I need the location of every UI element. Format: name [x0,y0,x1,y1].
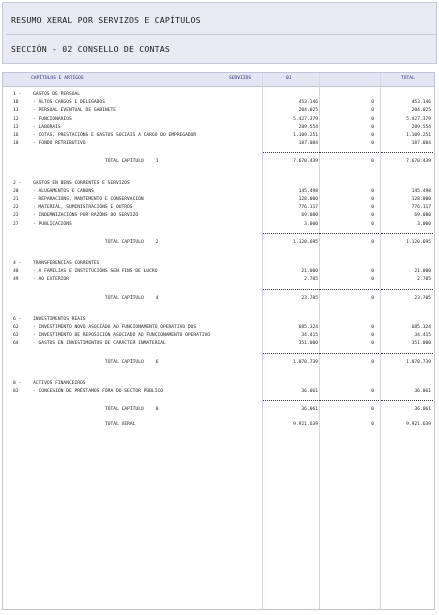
article-code: 27 [13,221,19,227]
chapter-total-01: 23.705 [301,295,318,301]
chapter-code: 6 - [13,316,22,322]
amount-01: 776.117 [298,205,318,211]
report-title: RESUMO XERAL POR SERVIZOS E CAPÍTULOS [11,15,201,25]
amount-01: 21.000 [301,269,318,275]
col-header-01: 01 [286,76,292,81]
amount-servizos: 0 [371,124,374,130]
chapter-total-total: 1.120.695 [406,239,431,245]
col-header-servizos: SERVIZOS [229,76,252,81]
chapter-total-01: 1.120.695 [293,239,318,245]
chapter-total-01: 36.061 [301,407,318,413]
amount-total: 36.061 [414,389,431,394]
total-separator [3,400,434,402]
amount-total: 351.000 [411,341,431,347]
amount-total: 453.146 [411,100,431,106]
table-row [3,99,434,107]
article-description: - CONCESIÓN DE PRÉSTAMOS FÓRA DO SECTOR PÚBLICO [33,389,163,394]
chapter-code: 8 - [13,380,22,386]
amount-total: 145.498 [411,188,431,194]
chapter-total-row [3,158,434,166]
table-header [3,73,434,87]
article-code: 13 [13,124,19,130]
col-header-capitulos: CAPÍTULOS E ARTIGOS [31,76,84,81]
amount-total: 187.084 [411,141,431,147]
chapter-total-label [105,159,159,164]
total-separator [3,353,434,355]
article-description: - A FAMILIAS E INSTITUCIÓNS SEN FINS DE LUCRO [33,269,158,275]
chapter-total-total: 23.705 [414,295,431,301]
amount-servizos: 0 [371,333,374,339]
chapter-total-label [105,240,159,245]
article-description: - PERSOAL EVENTUAL DE GABINETE [33,108,116,114]
chapter-name: ACTIVOS FINANCEIROS [33,380,86,386]
article-description: - ALTOS CARGOS E DELEGADOS [33,100,105,106]
table-row [3,324,434,332]
amount-01: 2.705 [304,277,318,283]
table-row [3,107,434,115]
amount-01: 128.000 [298,197,318,202]
article-code: 10 [13,100,19,106]
header-divider [6,34,437,35]
amount-servizos: 0 [371,221,374,227]
article-description: - INVESTIMENTO DE REPOSICIÓN ASOCIADO AO FUNCIONAMENTO OPERATIVO [33,333,211,339]
chapter-total-total: 1.070.739 [406,359,431,365]
table-row [3,196,434,204]
chapter-total-servizos: 0 [371,407,374,413]
amount-01: 36.061 [301,389,318,394]
chapter-total-servizos: 0 [371,295,374,301]
article-description: - INVESTIMENTO NOVO ASOCIADO AO FUNCIONAMENTO OPERATIVO DOS [33,325,197,330]
amount-servizos: 0 [371,100,374,106]
article-code: 22 [13,205,19,211]
chapter-heading [3,260,434,268]
chapter-total-text: TOTAL CAPÍTULO [105,159,144,165]
table-row [3,268,434,276]
article-description: - FONDO RETRIBUTIVO [33,141,86,147]
article-code: 63 [13,333,19,339]
table-row [3,116,434,124]
total-separator [3,289,434,291]
amount-01: 34.415 [301,333,318,339]
chapter-total-row [3,406,434,414]
section-title: SECCIÓN - 02 CONSELLO DE CONTAS [11,44,171,54]
article-description: - COTAS, PRESTACIÓNS E GASTOS SOCIAIS A CARGO DO EMPREGADOR [33,133,197,138]
amount-01: 204.025 [298,108,318,114]
chapter-heading [3,380,434,388]
amount-01: 1.109.251 [293,133,318,138]
grand-total-01: 9.921.639 [293,422,318,428]
chapter-name: GASTOS EN BENS CORRENTES E SERVIZOS [33,180,130,186]
chapter-name: GASTOS DE PERSOAL [33,92,81,97]
chapter-total-text: TOTAL CAPÍTULO [105,407,144,413]
chapter-total-servizos: 0 [371,359,374,365]
article-description: - PUBLICACIÓNS [33,221,72,227]
amount-total: 21.000 [414,269,431,275]
chapter-total-label [105,407,159,412]
chapter-total-number: 8 [155,407,159,413]
amount-01: 5.427.379 [293,116,318,122]
chapter-total-servizos: 0 [371,159,374,165]
grand-total-servizos: 0 [371,422,374,428]
chapter-code: 4 - [13,261,22,266]
amount-01: 453.146 [298,100,318,106]
amount-servizos: 0 [371,141,374,147]
article-code: 62 [13,325,19,330]
amount-01: 69.080 [301,213,318,219]
chapter-total-01: 7.670.439 [293,159,318,165]
article-code: 12 [13,116,19,122]
amount-total: 1.109.251 [406,133,431,138]
amount-total: 289.554 [411,124,431,130]
amount-01: 187.084 [298,141,318,147]
chapter-code: 1 - [13,92,22,97]
article-code: 49 [13,277,19,283]
article-code: 16 [13,133,19,138]
amount-total: 69.080 [414,213,431,219]
article-code: 64 [13,341,19,347]
total-separator [3,152,434,154]
amount-servizos: 0 [371,341,374,347]
chapter-total-number: 6 [155,359,159,365]
chapter-total-label [105,296,159,301]
table-row [3,140,434,148]
amount-total: 128.000 [411,197,431,202]
chapter-heading [3,91,434,99]
chapter-total-servizos: 0 [371,239,374,245]
article-description: - FUNCIONARIOS [33,116,72,122]
grand-total-total: 9.921.639 [406,422,431,428]
table-row [3,276,434,284]
table-row [3,204,434,212]
amount-total: 204.025 [411,108,431,114]
chapter-total-total: 36.061 [414,407,431,413]
amount-servizos: 0 [371,213,374,219]
article-description: - LABORAIS [33,124,61,130]
chapter-total-number: 2 [155,239,159,245]
amount-servizos: 0 [371,325,374,330]
article-description: - GASTOS EN INVESTIMENTOS DE CARÁCTER INMATERIAL [33,341,166,347]
chapter-code: 2 - [13,180,22,186]
table-row [3,221,434,229]
article-code: 18 [13,141,19,147]
amount-total: 3.000 [417,221,431,227]
article-description: - INDEMNIZACIÓNS POR RAZÓNS DO SERVIZO [33,213,139,219]
amount-total: 34.415 [414,333,431,339]
chapter-total-number: 1 [155,159,159,165]
amount-servizos: 0 [371,108,374,114]
amount-servizos: 0 [371,133,374,138]
table-row [3,212,434,220]
amount-total: 776.117 [411,205,431,211]
amount-total: 685.324 [411,325,431,330]
chapter-name: TRANSFERENCIAS CORRENTES [33,261,100,266]
chapter-total-row [3,359,434,367]
chapter-total-text: TOTAL CAPÍTULO [105,295,144,301]
amount-total: 2.705 [417,277,431,283]
chapter-heading [3,316,434,324]
budget-table [2,72,435,610]
chapter-total-label [105,360,159,365]
chapter-total-row [3,239,434,247]
grand-total-row [3,421,434,429]
amount-servizos: 0 [371,269,374,275]
table-row [3,388,434,396]
amount-servizos: 0 [371,116,374,122]
chapter-total-01: 1.070.739 [293,359,318,365]
article-description: - ALUGAMENTOS E CANONS [33,188,94,194]
article-code: 48 [13,269,19,275]
chapter-total-total: 7.670.439 [406,159,431,165]
amount-01: 685.324 [298,325,318,330]
chapter-name: INVESTIMENTOS REAIS [33,316,86,322]
col-header-total: TOTAL [401,76,415,81]
amount-01: 351.000 [298,341,318,347]
amount-total: 5.427.379 [406,116,431,122]
amount-servizos: 0 [371,277,374,283]
article-description: - AO EXTERIOR [33,277,69,283]
article-code: 21 [13,197,19,202]
table-row [3,332,434,340]
amount-servizos: 0 [371,197,374,202]
table-row [3,340,434,348]
amount-servizos: 0 [371,389,374,394]
article-code: 11 [13,108,19,114]
table-row [3,188,434,196]
amount-01: 3.000 [304,221,318,227]
article-description: - REPARACIÓNS, MANTEMENTO E CONSERVACIÓN [33,197,144,202]
amount-servizos: 0 [371,188,374,194]
chapter-total-text: TOTAL CAPÍTULO [105,239,144,245]
grand-total-label: TOTAL XERAL [105,422,136,428]
total-separator [3,233,434,235]
article-description: - MATERIAL, SUMINISTRACIÓNS E OUTROS [33,205,133,211]
article-code: 23 [13,213,19,219]
article-code: 83 [13,389,19,394]
article-code: 20 [13,188,19,194]
table-row [3,124,434,132]
amount-01: 145.498 [298,188,318,194]
table-row [3,132,434,140]
chapter-total-text: TOTAL CAPÍTULO [105,359,144,365]
amount-servizos: 0 [371,205,374,211]
chapter-heading [3,180,434,188]
chapter-total-number: 4 [155,295,159,301]
amount-01: 289.554 [298,124,318,130]
chapter-total-row [3,295,434,303]
report-header [2,2,437,64]
